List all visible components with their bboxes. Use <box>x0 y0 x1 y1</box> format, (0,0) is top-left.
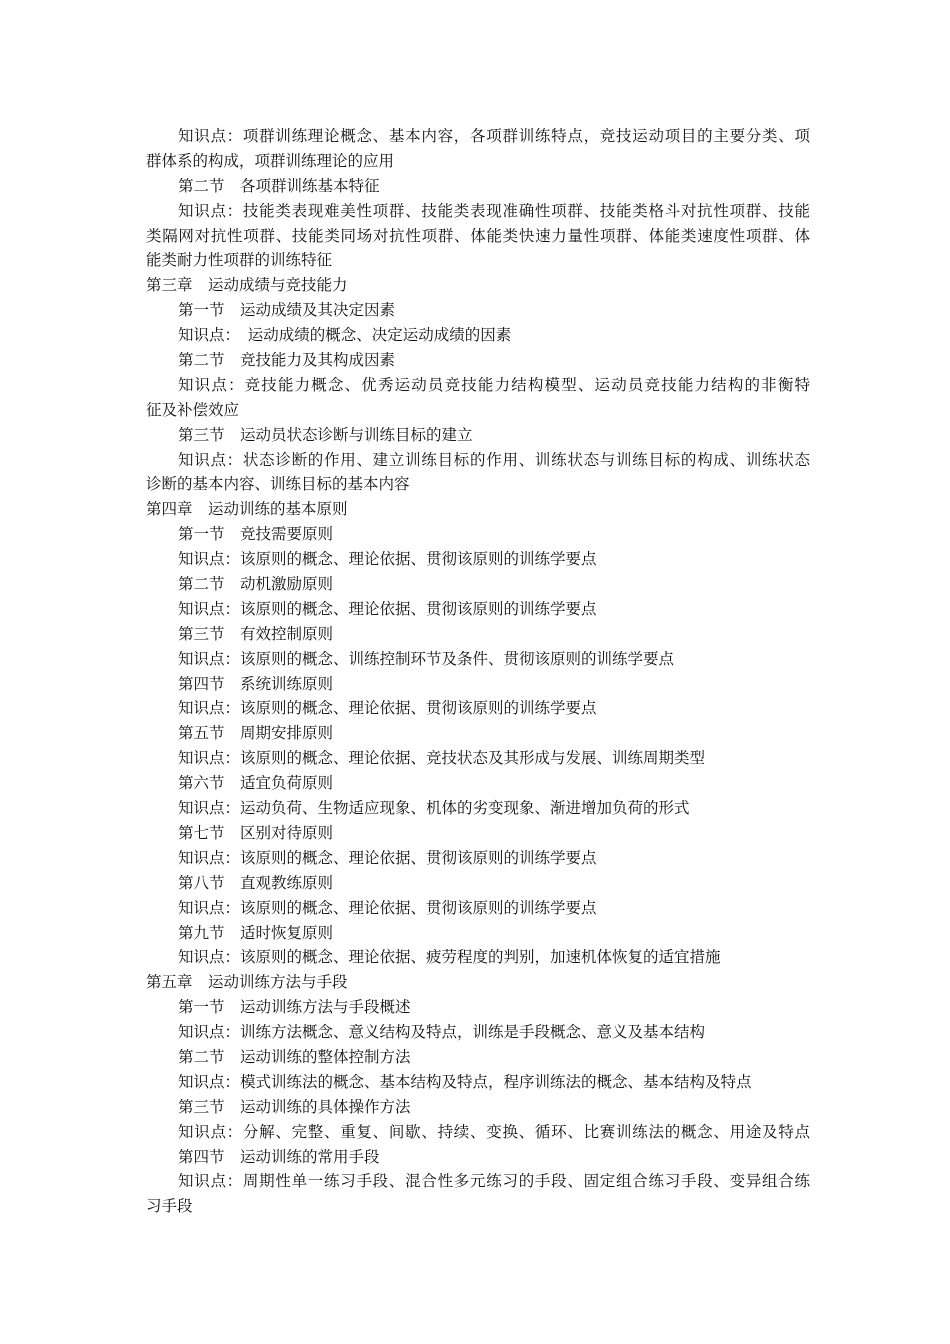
section-heading: 第二节 竞技能力及其构成因素 <box>178 351 396 370</box>
knowledge-points: 知识点： 运动成绩的概念、决定运动成绩的因素 <box>178 326 512 345</box>
knowledge-points: 知识点：该原则的概念、理论依据、疲劳程度的判别，加速机体恢复的适宜措施 <box>178 948 721 967</box>
section-heading: 第五节 周期安排原则 <box>178 724 334 743</box>
section-heading: 第四节 运动训练的常用手段 <box>178 1147 380 1166</box>
section-heading: 第六节 适宜负荷原则 <box>178 774 334 793</box>
knowledge-points: 知识点：项群训练理论概念、基本内容，各项群训练特点，竞技运动项目的主要分类、项 <box>178 127 810 145</box>
knowledge-points: 知识点：该原则的概念、理论依据、贯彻该原则的训练学要点 <box>178 599 597 618</box>
continuation-line: 征及补偿效应 <box>146 400 240 419</box>
section-heading: 第二节 各项群训练基本特征 <box>178 176 380 195</box>
section-heading: 第二节 运动训练的整体控制方法 <box>178 1047 411 1066</box>
chapter-heading: 第三章 运动成绩与竞技能力 <box>146 276 348 295</box>
knowledge-points: 知识点：该原则的概念、理论依据、竞技状态及其形成与发展、训练周期类型 <box>178 749 706 768</box>
section-heading: 第一节 竞技需要原则 <box>178 525 334 544</box>
chapter-heading: 第四章 运动训练的基本原则 <box>146 500 348 519</box>
section-heading: 第三节 运动员状态诊断与训练目标的建立 <box>178 425 473 444</box>
section-heading: 第一节 运动成绩及其决定因素 <box>178 301 396 320</box>
chapter-heading: 第五章 运动训练方法与手段 <box>146 973 348 992</box>
section-heading: 第一节 运动训练方法与手段概述 <box>178 998 411 1017</box>
knowledge-points: 知识点：分解、完整、重复、间歇、持续、变换、循环、比赛训练法的概念、用途及特点 <box>178 1122 810 1141</box>
knowledge-points: 知识点：该原则的概念、理论依据、贯彻该原则的训练学要点 <box>178 898 597 917</box>
continuation-line: 习手段 <box>146 1197 193 1216</box>
section-heading: 第七节 区别对待原则 <box>178 823 334 842</box>
knowledge-points: 知识点：技能类表现难美性项群、技能类表现准确性项群、技能类格斗对抗性项群、技能 <box>178 201 810 220</box>
continuation-line: 类隔网对抗性项群、技能类同场对抗性项群、体能类快速力量性项群、体能类速度性项群、体 <box>146 226 810 245</box>
knowledge-points: 知识点：该原则的概念、理论依据、贯彻该原则的训练学要点 <box>178 848 597 867</box>
section-heading: 第三节 运动训练的具体操作方法 <box>178 1097 411 1116</box>
section-heading: 第三节 有效控制原则 <box>178 624 334 643</box>
knowledge-points: 知识点：周期性单一练习手段、混合性多元练习的手段、固定组合练习手段、变异组合练 <box>178 1172 810 1191</box>
section-heading: 第九节 适时恢复原则 <box>178 923 334 942</box>
knowledge-points: 知识点：状态诊断的作用、建立训练目标的作用、训练状态与训练目标的构成、训练状态 <box>178 450 810 469</box>
knowledge-points: 知识点：模式训练法的概念、基本结构及特点，程序训练法的概念、基本结构及特点 <box>178 1072 752 1091</box>
section-heading: 第八节 直观教练原则 <box>178 873 334 892</box>
continuation-line: 群体系的构成，项群训练理论的应用 <box>146 151 395 170</box>
section-heading: 第四节 系统训练原则 <box>178 674 334 693</box>
continuation-line: 能类耐力性项群的训练特征 <box>146 251 333 270</box>
knowledge-points: 知识点：训练方法概念、意义结构及特点，训练是手段概念、意义及基本结构 <box>178 1023 706 1042</box>
section-heading: 第二节 动机激励原则 <box>178 575 334 594</box>
knowledge-points: 知识点：该原则的概念、理论依据、贯彻该原则的训练学要点 <box>178 699 597 718</box>
knowledge-points: 知识点：竞技能力概念、优秀运动员竞技能力结构模型、运动员竞技能力结构的非衡特 <box>178 375 810 394</box>
knowledge-points: 知识点：该原则的概念、训练控制环节及条件、贯彻该原则的训练学要点 <box>178 649 675 668</box>
continuation-line: 诊断的基本内容、训练目标的基本内容 <box>146 475 410 494</box>
document-body <box>146 124 810 1219</box>
knowledge-points: 知识点：该原则的概念、理论依据、贯彻该原则的训练学要点 <box>178 550 597 569</box>
knowledge-points: 知识点：运动负荷、生物适应现象、机体的劣变现象、渐进增加负荷的形式 <box>178 799 690 818</box>
